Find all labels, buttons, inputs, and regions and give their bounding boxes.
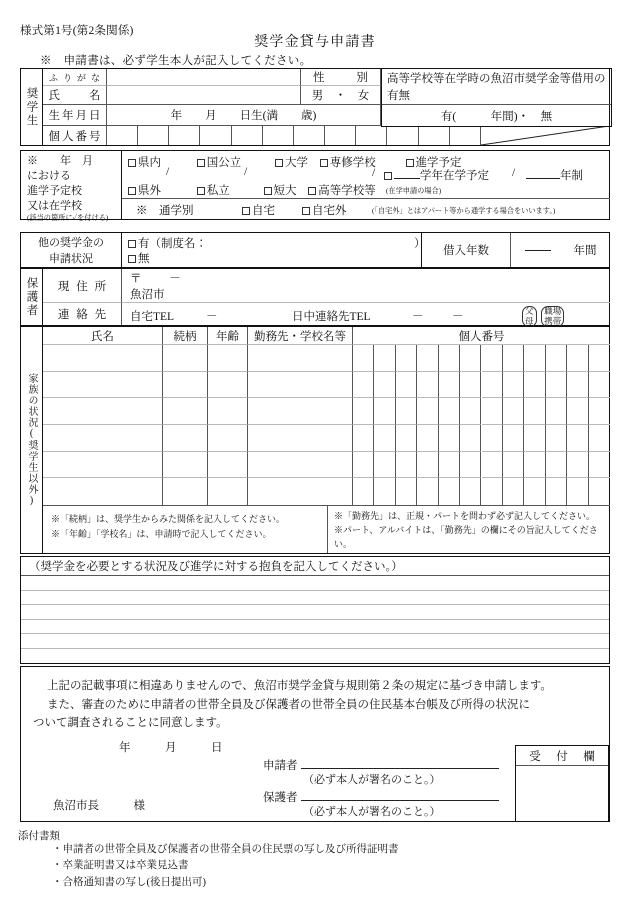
- family-cell[interactable]: [43, 345, 163, 372]
- student-section: [20, 68, 610, 146]
- other-scholarship-options[interactable]: [122, 233, 426, 267]
- family-side-label: 家族の状況 (奨学生以外): [21, 327, 43, 553]
- essay-line[interactable]: [21, 620, 609, 635]
- table-row: [43, 345, 610, 372]
- family-col-header: 氏名: [43, 327, 163, 345]
- family-cell[interactable]: [163, 478, 208, 505]
- furigana-input[interactable]: [107, 69, 301, 86]
- applicant-label: 申請者: [263, 760, 298, 772]
- mynumber-cell[interactable]: [232, 126, 263, 145]
- family-mynumber-cell[interactable]: [546, 478, 567, 505]
- family-mynumber-cell[interactable]: [482, 452, 503, 479]
- family-cell[interactable]: [163, 398, 208, 425]
- family-mynumber-cell[interactable]: [417, 478, 438, 505]
- family-mynumber-cell[interactable]: [546, 398, 567, 425]
- essay-line[interactable]: [21, 576, 609, 591]
- family-cell[interactable]: [208, 452, 248, 479]
- essay-line[interactable]: [21, 649, 609, 664]
- declaration-date: 年 月 日: [119, 742, 223, 754]
- family-mynumber-cell[interactable]: [374, 452, 395, 479]
- family-mynumber-cell[interactable]: [439, 372, 460, 399]
- school-side-note: (該当の箇所に✓を付ける): [27, 214, 109, 223]
- family-cell[interactable]: [208, 478, 248, 505]
- birthdate-input[interactable]: 年 月 日生(満 歳): [107, 105, 381, 126]
- family-mynumber-cell[interactable]: [460, 372, 481, 399]
- attachment-item: ・ 申請者の世帯全員及び保護者の世帯全員の住民票の写し及び所得証明書: [52, 842, 399, 858]
- family-mynumber-cell[interactable]: [589, 345, 610, 372]
- attachment-item: ・ 合格通知書の写し(後日提出可): [52, 875, 399, 891]
- family-mynumber-cell[interactable]: [353, 478, 374, 505]
- mynumber-cell[interactable]: [201, 126, 232, 145]
- essay-line[interactable]: [21, 634, 609, 649]
- commute-row: [122, 199, 610, 219]
- furigana-label: ふりがな: [43, 69, 107, 86]
- mynumber-cell[interactable]: [450, 126, 481, 145]
- student-side-label: 奨学生: [21, 69, 43, 145]
- family-mynumber-cell[interactable]: [567, 372, 588, 399]
- family-mynumber-cell[interactable]: [546, 452, 567, 479]
- family-cell[interactable]: [163, 425, 208, 452]
- family-cell[interactable]: [248, 398, 353, 425]
- family-mynumber-cell[interactable]: [417, 425, 438, 452]
- family-mynumber-cell[interactable]: [460, 398, 481, 425]
- family-mynumber-cell[interactable]: [589, 398, 610, 425]
- family-mynumber-cell[interactable]: [439, 452, 460, 479]
- day-tel-dash-2: －: [452, 311, 464, 323]
- family-mynumber-cell[interactable]: [374, 372, 395, 399]
- family-mynumber-cell[interactable]: [396, 425, 417, 452]
- prior-loan-box: [381, 68, 612, 127]
- commute-label: ※ 通学別: [136, 205, 194, 217]
- family-mynumber-cell[interactable]: [503, 345, 524, 372]
- guardian-section: [20, 268, 610, 326]
- chk-zaigaku-yotei[interactable]: 学年在学予定: [384, 167, 489, 183]
- mynumber-cell[interactable]: [325, 126, 356, 145]
- family-mynumber-cell[interactable]: [417, 345, 438, 372]
- family-mynumber-cell[interactable]: [353, 425, 374, 452]
- guardian-contact-input[interactable]: [122, 303, 610, 325]
- family-cell[interactable]: [248, 478, 353, 505]
- family-mynumber-cell[interactable]: [524, 345, 545, 372]
- chk-shiritsu[interactable]: 私立: [197, 185, 230, 197]
- declaration-section: [20, 666, 610, 822]
- attachments-title: 添付書類: [18, 831, 60, 842]
- day-tel-label: 日中連絡先TEL: [292, 311, 371, 323]
- school-side-line4: 又は在学校: [27, 200, 82, 213]
- family-mynumber-cell[interactable]: [482, 345, 503, 372]
- family-mynumber-cell[interactable]: [353, 452, 374, 479]
- mynumber-cell[interactable]: [263, 126, 294, 145]
- guardian-signature-note: （必ず本人が署名のこと。）: [303, 806, 441, 818]
- family-cell[interactable]: [43, 478, 163, 505]
- declaration-line-3: ついて調査されることに同意します。: [33, 717, 228, 730]
- chk-daigaku[interactable]: 大学: [275, 157, 308, 169]
- family-mynumber-cell[interactable]: [460, 478, 481, 505]
- family-mynumber-cell[interactable]: [439, 425, 460, 452]
- family-mynumber-cell[interactable]: [567, 478, 588, 505]
- family-mynumber-cell[interactable]: [460, 345, 481, 372]
- guardian-city: 魚沼市: [130, 289, 165, 302]
- mynumber-cell[interactable]: [294, 126, 325, 145]
- chk-jitaku[interactable]: 自宅: [242, 202, 275, 218]
- form-number: 様式第1号(第2条関係): [20, 25, 134, 37]
- other-scholarship-section: [20, 232, 610, 268]
- guardian-address-label: 現 住 所: [43, 269, 122, 303]
- mynumber-cell[interactable]: [388, 126, 419, 145]
- page-title: 奨学金貸与申請書: [254, 35, 376, 50]
- family-table: [43, 327, 610, 505]
- essay-prompt: （奨学金を必要とする状況及び進学に対する抱負を記入してください。）: [21, 557, 609, 576]
- family-cell[interactable]: [163, 452, 208, 479]
- family-mynumber-cell[interactable]: [589, 478, 610, 505]
- zaigaku-note: (在学申請の場合): [386, 187, 442, 195]
- table-row: [43, 452, 610, 479]
- slash-2: /: [244, 166, 248, 178]
- family-mynumber-cell[interactable]: [589, 425, 610, 452]
- chk-koutou[interactable]: 高等学校等: [308, 185, 376, 197]
- diagonal-strike: [481, 126, 609, 145]
- family-cell[interactable]: [43, 425, 163, 452]
- family-mynumber-cell[interactable]: [374, 345, 395, 372]
- family-mynumber-cell[interactable]: [482, 398, 503, 425]
- chk-kokkoritsu[interactable]: 国公立: [197, 157, 242, 169]
- family-mynumber-cell[interactable]: [396, 345, 417, 372]
- family-cell[interactable]: [208, 425, 248, 452]
- table-row: [43, 372, 610, 399]
- birthdate-label: 生年月日: [43, 105, 107, 126]
- family-cell[interactable]: [43, 372, 163, 399]
- family-col-header: 個人番号: [353, 327, 610, 345]
- school-side-label: [21, 151, 122, 223]
- name-label: 氏 名: [43, 86, 107, 105]
- family-mynumber-cell[interactable]: [353, 345, 374, 372]
- loan-years-label: 借入年数: [422, 233, 511, 267]
- family-note-right: ※「勤務先」は、正規・パートを問わず必ず記入してください。 ※パート、アルバイトは、「勤務先」の欄にその旨記入してください。: [328, 505, 610, 553]
- chk-tandai[interactable]: 短大: [264, 185, 297, 197]
- family-mynumber-cell[interactable]: [524, 398, 545, 425]
- chk-other-no[interactable]: 無: [128, 250, 150, 266]
- addressee: 魚沼市長 様: [53, 800, 145, 812]
- family-cell[interactable]: [208, 345, 248, 372]
- guardian-side-label: 保護者: [21, 269, 43, 325]
- postal-dash: －: [169, 273, 181, 285]
- receipt-box: [515, 745, 609, 822]
- top-notice: ※ 申請書は、必ず学生本人が記入してください。: [40, 55, 312, 67]
- family-col-header: 年齢: [208, 327, 248, 345]
- guardian-contact-label: 連 絡 先: [43, 303, 122, 325]
- family-mynumber-cell[interactable]: [546, 345, 567, 372]
- family-mynumber-cell[interactable]: [439, 478, 460, 505]
- family-col-header: 勤務先・学校名等: [248, 327, 353, 345]
- family-mynumber-cell[interactable]: [567, 345, 588, 372]
- declaration-line-1: 上記の記載事項に相違ありませんので、魚沼市奨学金貸与規則第２条の規定に基づき申請します。: [47, 680, 552, 692]
- family-cell[interactable]: [43, 398, 163, 425]
- family-mynumber-cell[interactable]: [374, 425, 395, 452]
- family-mynumber-cell[interactable]: [589, 452, 610, 479]
- family-mynumber-cell[interactable]: [417, 452, 438, 479]
- gender-label: 性 別: [301, 69, 381, 86]
- school-section: [20, 150, 610, 223]
- family-mynumber-cell[interactable]: [439, 345, 460, 372]
- mynumber-cell[interactable]: [419, 126, 450, 145]
- family-mynumber-cell[interactable]: [524, 452, 545, 479]
- family-cell[interactable]: [208, 372, 248, 399]
- day-tel-dash-1: －: [412, 311, 424, 323]
- parent-select[interactable]: 父 母: [522, 306, 537, 327]
- mynumber-cell[interactable]: [356, 126, 387, 145]
- school-type-area: [122, 151, 610, 199]
- essay-line[interactable]: [21, 605, 609, 620]
- applicant-signature-line[interactable]: [301, 757, 499, 769]
- years-system[interactable]: 年制: [526, 167, 583, 183]
- family-cell[interactable]: [163, 372, 208, 399]
- family-mynumber-cell[interactable]: [567, 452, 588, 479]
- family-mynumber-cell[interactable]: [524, 425, 545, 452]
- family-mynumber-cell[interactable]: [503, 452, 524, 479]
- prior-loan-answer[interactable]: 有( 年間)・ 無: [382, 104, 611, 126]
- prior-loan-title: 高等学校等在学時の魚沼市奨学金等借用の有無: [387, 73, 606, 102]
- family-cell[interactable]: [248, 372, 353, 399]
- family-mynumber-cell[interactable]: [417, 372, 438, 399]
- family-mynumber-cell[interactable]: [396, 452, 417, 479]
- family-mynumber-cell[interactable]: [546, 372, 567, 399]
- essay-line[interactable]: [21, 591, 609, 606]
- family-mynumber-cell[interactable]: [589, 372, 610, 399]
- family-cell[interactable]: [248, 345, 353, 372]
- gender-options[interactable]: 男 ・ 女: [301, 86, 381, 105]
- school-side-line2: における: [27, 170, 71, 183]
- family-note-left: ※「続柄」は、奨学生からみた関係を記入してください。 ※「年齢」「学校名」は、申請時で記入してください。: [43, 505, 328, 553]
- family-mynumber-cell[interactable]: [396, 398, 417, 425]
- slash-1: /: [166, 166, 170, 178]
- mynumber-cells[interactable]: [107, 126, 481, 145]
- mynumber-cell[interactable]: [169, 126, 200, 145]
- family-section: [20, 326, 610, 554]
- other-scholarship-label: 他の奨学金の 申請状況: [21, 233, 122, 267]
- applicant-note: （必ず本人が署名のこと。）: [303, 774, 441, 786]
- loan-years-value[interactable]: 年間: [511, 233, 610, 267]
- family-cell[interactable]: [248, 452, 353, 479]
- family-cell[interactable]: [163, 345, 208, 372]
- school-side-line3: 進学予定校: [27, 185, 82, 198]
- phone-type-select[interactable]: 職場 携帯: [541, 306, 564, 327]
- essay-lines[interactable]: [21, 576, 609, 663]
- mynumber-cell[interactable]: [107, 126, 138, 145]
- family-col-header: 続柄: [163, 327, 208, 345]
- family-mynumber-cell[interactable]: [482, 478, 503, 505]
- family-mynumber-cell[interactable]: [417, 398, 438, 425]
- slash-3: /: [372, 167, 376, 179]
- mynumber-label: 個人番号: [43, 126, 107, 145]
- receipt-box-label: 受 付 欄: [516, 746, 608, 766]
- declaration-line-2: また、審査のために申請者の世帯全員及び保護者の世帯全員の住民基本台帳及び所得の状況に: [47, 698, 530, 711]
- chk-shingaku-yotei[interactable]: 進学予定: [406, 157, 462, 169]
- chk-other-yes[interactable]: 有（制度名： ）: [128, 235, 207, 251]
- family-mynumber-cell[interactable]: [396, 372, 417, 399]
- family-mynumber-cell[interactable]: [503, 478, 524, 505]
- family-mynumber-cell[interactable]: [503, 372, 524, 399]
- family-mynumber-cell[interactable]: [503, 398, 524, 425]
- commute-note: (「自宅外」とはアパート等から通学する場合をいいます。): [372, 207, 556, 215]
- family-mynumber-cell[interactable]: [353, 398, 374, 425]
- attachment-item: ・ 卒業証明書又は卒業見込書: [52, 858, 399, 874]
- attachments-list: [52, 842, 399, 891]
- school-side-line1: ※ 年 月: [27, 155, 93, 167]
- family-mynumber-cell[interactable]: [546, 425, 567, 452]
- family-mynumber-cell[interactable]: [503, 425, 524, 452]
- family-mynumber-cell[interactable]: [482, 425, 503, 452]
- family-mynumber-cell[interactable]: [460, 425, 481, 452]
- slash-4: /: [512, 167, 516, 179]
- family-mynumber-cell[interactable]: [353, 372, 374, 399]
- family-mynumber-cell[interactable]: [482, 372, 503, 399]
- table-row: [43, 398, 610, 425]
- family-mynumber-cell[interactable]: [524, 478, 545, 505]
- essay-section: [20, 556, 610, 664]
- family-mynumber-cell[interactable]: [439, 398, 460, 425]
- guardian-signature-label: 保護者: [263, 792, 298, 804]
- name-input[interactable]: [107, 86, 301, 105]
- family-mynumber-cell[interactable]: [374, 478, 395, 505]
- family-cell[interactable]: [208, 398, 248, 425]
- home-tel-label: 自宅TEL: [130, 311, 175, 323]
- family-mynumber-cell[interactable]: [374, 398, 395, 425]
- guardian-address-input[interactable]: [122, 269, 610, 303]
- home-tel-dash: －: [206, 311, 218, 323]
- chk-kengai[interactable]: 県外: [128, 185, 161, 197]
- chk-kennai[interactable]: 県内: [128, 157, 161, 169]
- family-cell[interactable]: [43, 452, 163, 479]
- table-row: [43, 425, 610, 452]
- family-mynumber-cell[interactable]: [460, 452, 481, 479]
- postal-mark: 〒: [130, 273, 142, 285]
- family-mynumber-cell[interactable]: [567, 398, 588, 425]
- mynumber-cell[interactable]: [138, 126, 169, 145]
- family-cell[interactable]: [248, 425, 353, 452]
- family-mynumber-cell[interactable]: [567, 425, 588, 452]
- chk-jitakugai[interactable]: 自宅外: [302, 202, 347, 218]
- family-mynumber-cell[interactable]: [396, 478, 417, 505]
- table-row: [43, 478, 610, 505]
- guardian-signature-line[interactable]: [301, 789, 499, 801]
- chk-senshu[interactable]: 専修学校: [320, 157, 376, 169]
- family-mynumber-cell[interactable]: [524, 372, 545, 399]
